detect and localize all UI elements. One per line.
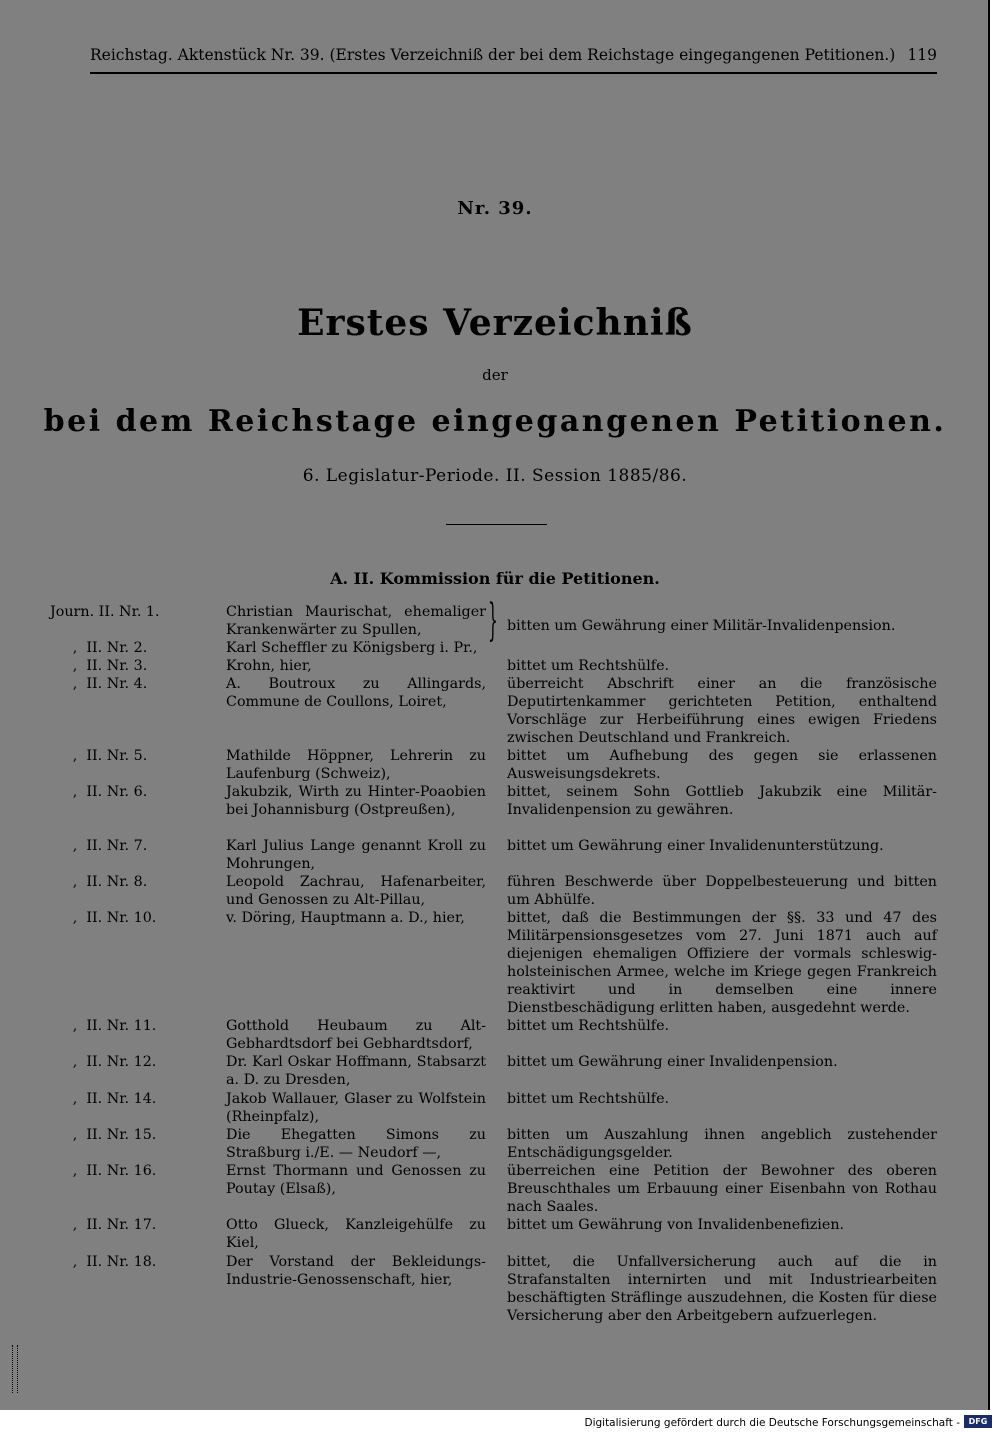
petition-row [0, 675, 1000, 747]
journal-number: Journ. II. Nr. 1. [50, 604, 160, 620]
petition-request: bittet, die Unfallversicherung auch auf die in Strafanstalten internirten und mit Industriearbeiten beschäftigten Sträflinge auszudehnen, die Kosten für diese Versicherung aber den Arbeitgebern aufzuerlegen. [507, 1254, 937, 1324]
footer-bar [0, 1410, 1000, 1432]
petitioner: Dr. Karl Oskar Hoffmann, Stabsarzt a. D. zu Dresden, [226, 1054, 486, 1088]
petitioner: Jakubzik, Wirth zu Hinter-Poaobien bei Johannisburg (Ostpreußen), [226, 784, 486, 818]
petitioner: Jakob Wallauer, Glaser zu Wolfstein (Rheinpfalz), [226, 1091, 486, 1125]
petition-row [0, 1162, 1000, 1216]
session-line: 6. Legislatur-Periode. II. Session 1885/86. [302, 466, 688, 486]
petition-request: bittet, seinem Sohn Gottlieb Jakubzik eine Militär-Invalidenpension zu gewähren. [507, 784, 937, 818]
header-rule [90, 72, 937, 74]
document-number: Nr. 39. [457, 198, 533, 219]
petition-row [0, 1253, 1000, 1325]
petitioner: v. Döring, Hauptmann a. D., hier, [226, 910, 465, 926]
dfg-logo: DFG [964, 1415, 992, 1428]
petition-request: bittet um Aufhebung des gegen sie erlassenen Ausweisungsdekrets. [507, 748, 937, 782]
journal-number: , II. Nr. 18. [50, 1254, 157, 1270]
petition-row [0, 1017, 1000, 1053]
petition-request: bittet um Gewährung von Invalidenbenefizien. [507, 1217, 845, 1233]
petition-request: bittet um Rechtshülfe. [507, 658, 670, 674]
petition-row [0, 1053, 1000, 1090]
section-heading: A. II. Kommission für die Petitionen. [330, 569, 660, 588]
journal-number: , II. Nr. 3. [50, 658, 148, 674]
journal-number: , II. Nr. 5. [50, 748, 148, 764]
title-der: der [482, 366, 508, 384]
petitioner: Ernst Thormann und Genossen zu Poutay (Elsaß), [226, 1163, 486, 1197]
petition-row [0, 657, 1000, 675]
title-divider [446, 524, 547, 525]
petition-request: bittet, daß die Bestimmungen der §§. 33 und 47 des Militärpensionsgesetzes vom 27. Juni 1871 auch auf diejenigen ehemaligen Offiziere der vormals schleswig-holsteinischen Armee, welche im Kriege gegen Frankreich reaktivirt und in demselben eine innere Dienstbeschädigung erlitten haben, ausgedehnt werde. [507, 910, 937, 1016]
petition-request: bitten um Auszahlung ihnen angeblich zustehender Entschädigungsgelder. [507, 1127, 937, 1161]
petition-request: bitten um Gewährung einer Militär-Invalidenpension. [507, 618, 896, 634]
journal-number: , II. Nr. 4. [50, 676, 148, 692]
petitioner: A. Boutroux zu Allingards, Commune de Coullons, Loiret, [226, 676, 486, 710]
petitioner: Krohn, hier, [226, 658, 312, 674]
petitioner: Mathilde Höppner, Lehrerin zu Laufenburg (Schweiz), [226, 748, 486, 782]
petition-request: bittet um Gewährung einer Invalidenpension. [507, 1054, 838, 1070]
petition-row [0, 1090, 1000, 1126]
journal-number: , II. Nr. 7. [50, 838, 148, 854]
petitioner: Karl Julius Lange genannt Kroll zu Mohrungen, [226, 838, 486, 872]
petition-row [0, 783, 1000, 837]
grouping-brace: } [488, 595, 498, 646]
petitioner: Karl Scheffler zu Königsberg i. Pr., [226, 640, 478, 656]
petition-request: bittet um Rechtshülfe. [507, 1091, 670, 1107]
title-line-2: bei dem Reichstage eingegangenen Petitionen. [43, 404, 947, 439]
title-line-1: Erstes Verzeichniß [297, 302, 693, 344]
journal-number: , II. Nr. 10. [50, 910, 157, 926]
journal-number: , II. Nr. 11. [50, 1018, 157, 1034]
petitioner: Christian Maurischat, ehemaliger Krankenwärter zu Spullen, [226, 604, 486, 638]
journal-number: , II. Nr. 8. [50, 874, 148, 890]
petition-request: überreicht Abschrift einer an die französische Deputirtenkammer gerichteten Petition, enthaltend Vorschläge zur Herbeiführung eines ewigen Friedens zwischen Deutschland und Frankreich. [507, 676, 937, 746]
petition-row [0, 909, 1000, 1017]
journal-number: , II. Nr. 15. [50, 1127, 157, 1143]
margin-mark [12, 1345, 18, 1393]
petition-row [0, 837, 1000, 873]
journal-number: , II. Nr. 6. [50, 784, 148, 800]
petitioner: Gotthold Heubaum zu Alt-Gebhardtsdorf bei Gebhardtsdorf, [226, 1018, 486, 1052]
journal-number: , II. Nr. 12. [50, 1054, 157, 1070]
petition-request: bittet um Gewährung einer Invalidenunterstützung. [507, 838, 884, 854]
petition-row [0, 1126, 1000, 1162]
journal-number: , II. Nr. 17. [50, 1217, 157, 1233]
petitioner: Die Ehegatten Simons zu Straßburg i./E. — Neudorf —, [226, 1127, 486, 1161]
page-number: 119 [907, 46, 937, 64]
journal-number: , II. Nr. 16. [50, 1163, 157, 1179]
journal-number: , II. Nr. 14. [50, 1091, 157, 1107]
petition-row [0, 1216, 1000, 1253]
petition-row [0, 747, 1000, 783]
running-header-title: Reichstag. Aktenstück Nr. 39. (Erstes Verzeichniß der bei dem Reichstage eingegangenen Petitionen.) [90, 46, 896, 64]
journal-number: , II. Nr. 2. [50, 640, 148, 656]
running-header [90, 46, 937, 64]
petition-request: bittet um Rechtshülfe. [507, 1018, 670, 1034]
petitioner: Otto Glueck, Kanzleigehülfe zu Kiel, [226, 1217, 486, 1251]
petitioner: Der Vorstand der Bekleidungs-Industrie-Genossenschaft, hier, [226, 1254, 486, 1288]
petition-request: führen Beschwerde über Doppelbesteuerung und bitten um Abhülfe. [507, 874, 937, 908]
petitioner: Leopold Zachrau, Hafenarbeiter, und Genossen zu Alt-Pillau, [226, 874, 486, 908]
petition-request: überreichen eine Petition der Bewohner des oberen Breuschthales um Erbauung einer Eisenbahn von Rothau nach Saales. [507, 1163, 937, 1215]
petition-list [0, 595, 1000, 1325]
funding-notice: Digitalisierung gefördert durch die Deutsche Forschungsgemeinschaft - [584, 1417, 960, 1429]
petition-row [0, 873, 1000, 909]
